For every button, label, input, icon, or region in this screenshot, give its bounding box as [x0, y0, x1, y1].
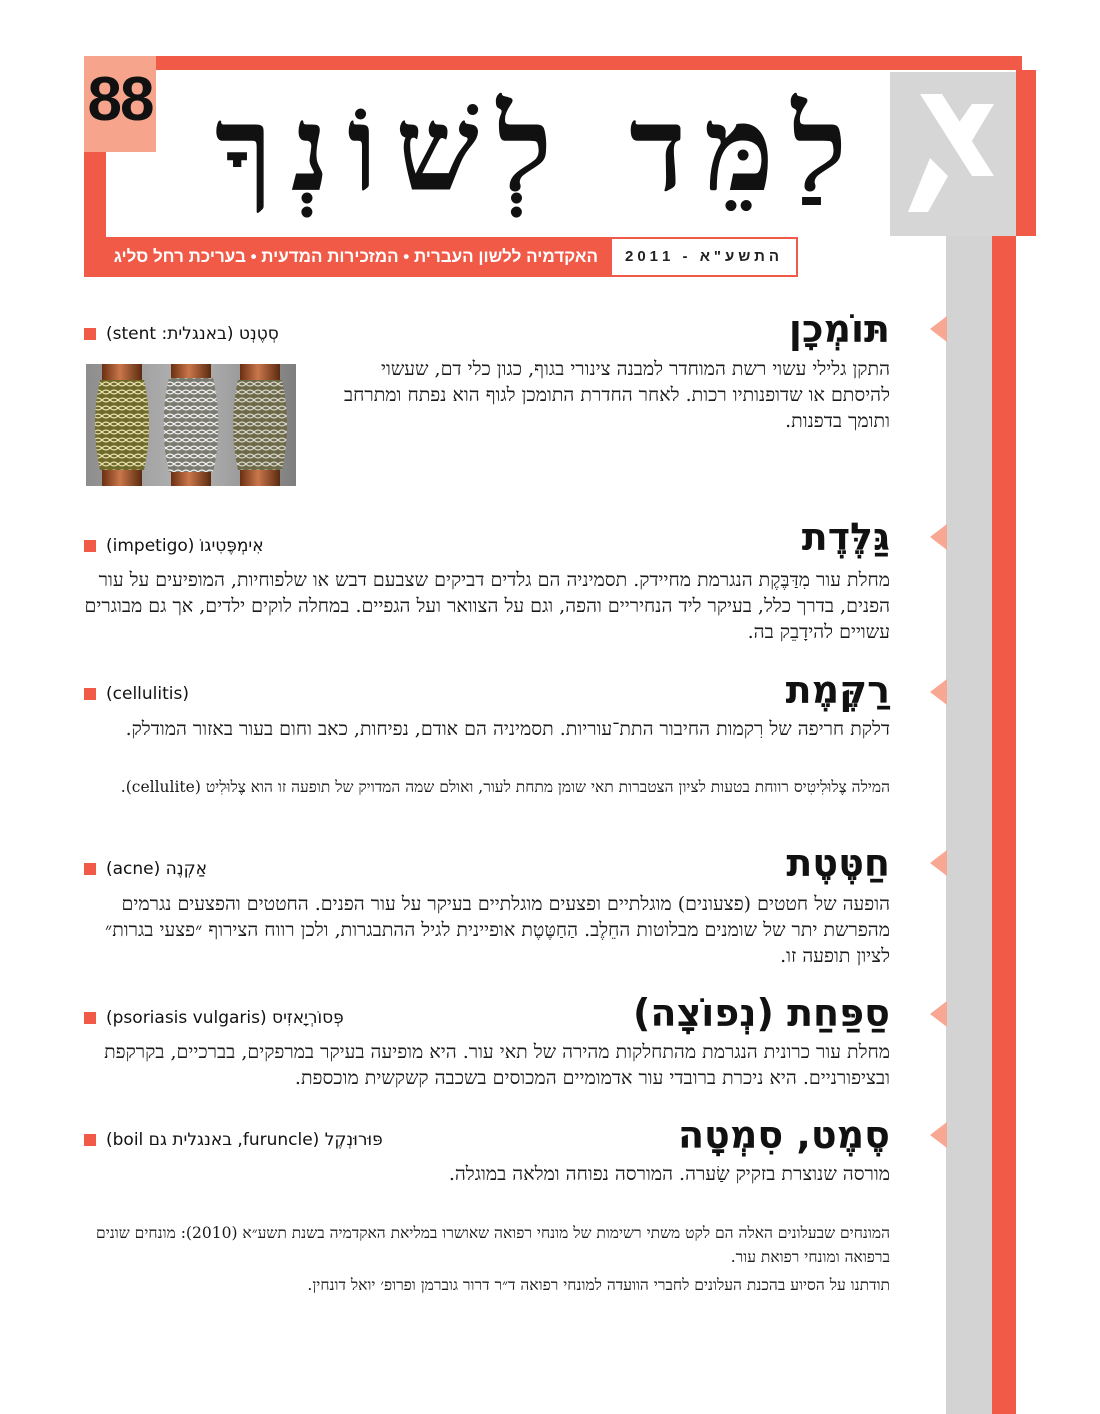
headword: סַפַּחַת (נְפוֹצָה): [632, 991, 890, 1035]
headword: תּוֹמְכָן: [788, 307, 890, 351]
foreign-term: [84, 857, 207, 881]
foreign-term-text: (cellulitis): [106, 684, 189, 704]
right-accent-column: [992, 236, 1016, 1414]
definition: התקן גלילי עשוי רשת המוחדר למבנה צינורי בגוף, כגון כלי דם, שעשוי להיסתם או שדופנותיו רכות. לאחר החדרת התומכן לגוף הוא נפתח ומתרחב ותומך בדפנות.: [343, 358, 890, 432]
subtitle-banner: האקדמיה ללשון העברית • המזכירות המדעית • בעריכת רחל סליג: [84, 237, 610, 277]
foreign-term: [84, 682, 189, 706]
foreign-term: [84, 1128, 383, 1152]
bullet-square-icon: [84, 688, 96, 700]
entry-arrow-icon: [930, 316, 947, 342]
foreign-term: [84, 322, 279, 346]
bullet-square-icon: [84, 863, 96, 875]
masthead-title: לַמֵּד לְשׁוֹנְךָ: [214, 79, 866, 218]
foreign-term-text: פּוּרוּנְקֶל (furuncle, באנגלית גם boil): [106, 1130, 383, 1150]
bullet-square-icon: [84, 1134, 96, 1146]
definition: מורסה שנוצרת בזקיק שַׂערה. המורסה נפוחה ומלאה במוגלה.: [448, 1163, 890, 1185]
entry-arrow-icon: [930, 679, 947, 705]
foreign-term-text: אַקְנֶה (acne): [106, 859, 208, 879]
stent-image: [86, 364, 296, 486]
entry-arrow-icon: [930, 1001, 947, 1027]
footer-note: המונחים שבעלונים האלה הם לקט משתי רשימות של מונחי רפואה שאושרו במליאת האקדמיה בשנת תשע״א (2010): מונחים שונים ברפואה ומונחי רפואת עור.: [96, 1224, 890, 1266]
definition: דלקת חריפה של רִקמות החיבור התת־עוריות. תסמיניה הם אודם, נפיחות, כאב וחום בעור באזור המודלק.: [125, 718, 890, 740]
entry-arrow-icon: [930, 1122, 947, 1148]
headword: רַקֶּמֶת: [785, 668, 890, 712]
foreign-term-text: אִימְפֶּטִיגוֹ (impetigo): [106, 536, 264, 556]
bullet-square-icon: [84, 328, 96, 340]
year-box: התשע"א - 2011: [610, 237, 798, 277]
note: המילה צֶלוּלִיטִיס רווחת בטעות לציון הצטברות תאי שומן מתחת לעור, ואולם שמה המדויק של תופעה זו הוא צֶלוּלִיט (cellulite).: [120, 778, 890, 796]
issue-number: 88: [87, 65, 153, 134]
headword: גַּלֶּדֶת: [801, 515, 890, 559]
definition: הופעה של חטטים (פצעונים) מוגלתיים ופצעים מוגלתיים בעיקר על עור הפנים. החטטים והפצעים נגרמים מהפרשת יתר של שומנים מבלוטות החֵלֶב. הַחַטֶּטֶת אופיינית לגיל ההתבגרות, ולכן רווח הצירוף ״פצעי בגרות״ לציון תופעה זו.: [105, 893, 890, 967]
right-gray-column: [946, 236, 992, 1414]
headword: סֶמֶט, סִמְטָה: [677, 1113, 890, 1157]
foreign-term: [84, 1006, 344, 1030]
foreign-term: [84, 534, 264, 558]
entry-arrow-icon: [930, 850, 947, 876]
foreign-term-text: סְטֶנְט (באנגלית: stent): [106, 324, 279, 344]
bullet-square-icon: [84, 1012, 96, 1024]
academy-logo-icon: [890, 72, 1016, 236]
foreign-term-text: פְּסוֹרְיָאזִיס (psoriasis vulgaris): [106, 1008, 344, 1028]
entry-arrow-icon: [930, 524, 947, 550]
definition: מחלת עור מִדַּבֶּקֶת הנגרמת מחיידק. תסמיניה הם גלדים דביקים שצבעם דבש או שלפוחיות, המופיעים על עור הפנים, בדרך כלל, בעיקר ליד הנחיריים והפה, וגם על הצוואר ועל הגפיים. במחלה לוקים ילדים, אך גם מבוגרים עשויים להידָבֵק בה.: [84, 569, 890, 643]
top-accent-bar: [84, 56, 1022, 70]
footer-thanks: תודתנו על הסיוע בהכנת העלונים לחברי הוועדה למונחי רפואה ד״ר דרור גוברמן ופרופ׳ יואל דונחין.: [307, 1276, 890, 1294]
bullet-square-icon: [84, 540, 96, 552]
headword: חַטֶּטֶת: [786, 841, 890, 885]
definition: מחלת עור כרונית הנגרמת מהתחלקות מהירה של תאי עור. היא מופיעה בעיקר במרפקים, בברכיים, בקרקפת ובציפורניים. היא ניכרת ברובדי עור אדמומיים המכוסים בשכבה קשקשית מוכספת.: [104, 1041, 890, 1089]
right-accent-top: [1016, 70, 1036, 236]
